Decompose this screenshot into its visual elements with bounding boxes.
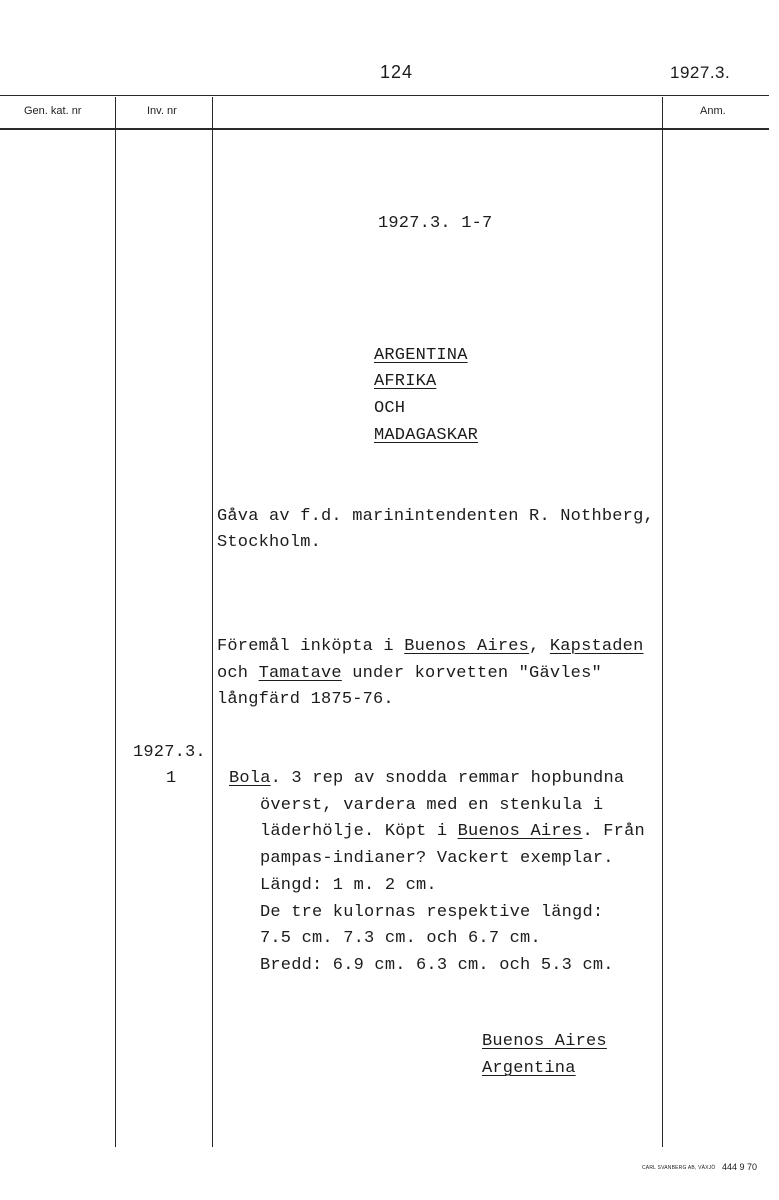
location-country: Argentina — [482, 1059, 576, 1078]
printer-imprint: CARL SVANBERG AB, VÄXJÖ — [642, 1165, 716, 1171]
place-buenos-aires: Buenos Aires — [404, 637, 530, 656]
column-header-gen-kat-nr: Gen. kat. nr — [24, 105, 82, 117]
item-ball-lengths: 7.5 cm. 7.3 cm. och 6.7 cm. — [260, 929, 541, 948]
purchase-line-2 — [217, 664, 602, 683]
donation-line-2: Stockholm. — [217, 533, 322, 552]
region-madagaskar: MADAGASKAR — [374, 426, 479, 445]
item-desc-3c: . Från — [582, 822, 645, 841]
item-desc-3a: läderhölje. Köpt i — [260, 822, 458, 841]
column-divider-1 — [115, 97, 116, 1147]
header-top-rule — [0, 95, 769, 96]
item-line-6: De tre kulornas respektive längd: — [260, 903, 604, 922]
location-city: Buenos Aires — [482, 1032, 607, 1051]
collection-id: 1927.3. 1-7 — [378, 214, 493, 233]
catalog-reference: 1927.3. — [670, 63, 731, 82]
item-widths: Bredd: 6.9 cm. 6.3 cm. och 5.3 cm. — [260, 956, 614, 975]
item-name: Bola — [229, 769, 271, 788]
purchase-och: och — [217, 664, 259, 683]
purchase-text: Föremål inköpta i — [217, 637, 405, 656]
column-header-inv-nr: Inv. nr — [147, 105, 177, 117]
item-line-1 — [229, 769, 624, 788]
region-och: OCH — [374, 399, 406, 418]
column-divider-2 — [212, 97, 213, 1147]
item-line-2: överst, vardera med en stenkula i — [260, 796, 604, 815]
inv-nr-item: 1 — [166, 769, 177, 788]
item-line-4: pampas-indianer? Vackert exemplar. — [260, 849, 614, 868]
donation-line-1: Gåva av f.d. marinintendenten R. Nothberg, — [217, 507, 654, 526]
place-tamatave: Tamatave — [258, 664, 342, 683]
page-number: 124 — [380, 62, 414, 82]
region-afrika: AFRIKA — [374, 372, 437, 391]
purchase-comma: , — [529, 637, 550, 656]
region-argentina: ARGENTINA — [374, 346, 468, 365]
item-line-3 — [260, 822, 645, 841]
form-number: 444 9 70 — [722, 1162, 758, 1172]
purchase-line-1 — [217, 637, 644, 656]
purchase-ship: under korvetten "Gävles" — [341, 664, 602, 683]
item-desc-1: . 3 rep av snodda remmar hopbundna — [270, 769, 625, 788]
purchase-line-3: långfärd 1875-76. — [217, 690, 394, 709]
column-divider-3 — [662, 97, 663, 1147]
item-length: Längd: 1 m. 2 cm. — [260, 876, 437, 895]
inv-nr-prefix: 1927.3. — [133, 743, 206, 762]
item-place: Buenos Aires — [457, 822, 583, 841]
place-kapstaden: Kapstaden — [549, 637, 644, 656]
column-header-anm: Anm. — [700, 105, 726, 117]
